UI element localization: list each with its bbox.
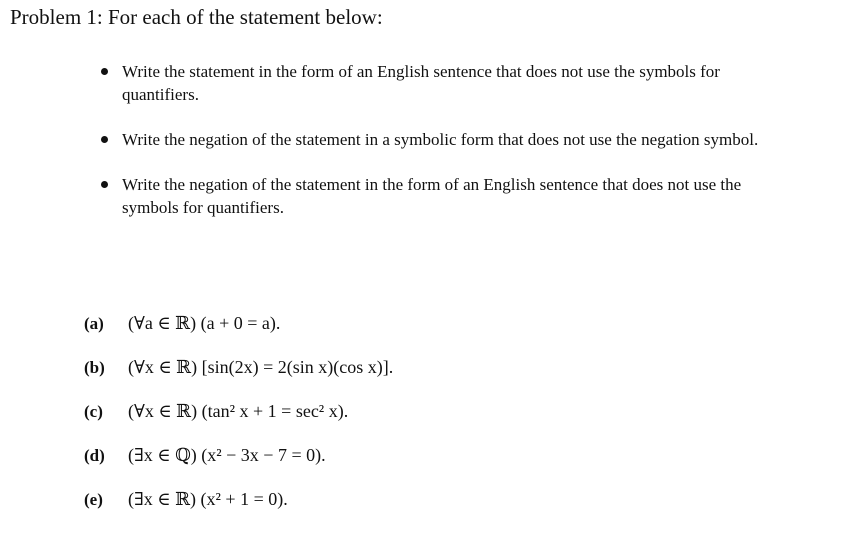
problem-statement: (∃x ∈ ℝ) (x² + 1 = 0). [128,489,288,509]
problem-item-d [84,445,393,489]
problem-item-a [84,313,393,357]
problem-label: (e) [84,490,103,509]
problem-item-c [84,401,393,445]
instruction-item [95,60,775,106]
bullet-icon [101,181,108,188]
problem-label: (a) [84,314,104,333]
problem-statement: (∀a ∈ ℝ) (a + 0 = a). [128,313,281,333]
instruction-item [95,128,775,151]
bullet-icon [101,68,108,75]
problem-statement: (∃x ∈ ℚ) (x² − 3x − 7 = 0). [128,445,326,465]
problem-label: (b) [84,358,105,377]
instruction-text: Write the negation of the statement in a symbolic form that does not use the negation symbol. [122,130,759,149]
problem-statement: (∀x ∈ ℝ) [sin(2x) = 2(sin x)(cos x)]. [128,357,394,377]
instruction-list [95,60,775,241]
problem-item-b [84,357,393,401]
problem-item-e [84,489,393,533]
problem-label: (d) [84,446,105,465]
instruction-text: Write the negation of the statement in the form of an English sentence that does not use the symbols for quantifiers. [122,175,742,217]
instruction-text: Write the statement in the form of an English sentence that does not use the symbols for quantifiers. [122,62,720,104]
instruction-item [95,173,775,219]
problem-list [84,313,393,533]
problem-label: (c) [84,402,103,421]
problem-title: Problem 1: For each of the statement below: [10,5,383,29]
problem-statement: (∀x ∈ ℝ) (tan² x + 1 = sec² x). [128,401,349,421]
bullet-icon [101,136,108,143]
